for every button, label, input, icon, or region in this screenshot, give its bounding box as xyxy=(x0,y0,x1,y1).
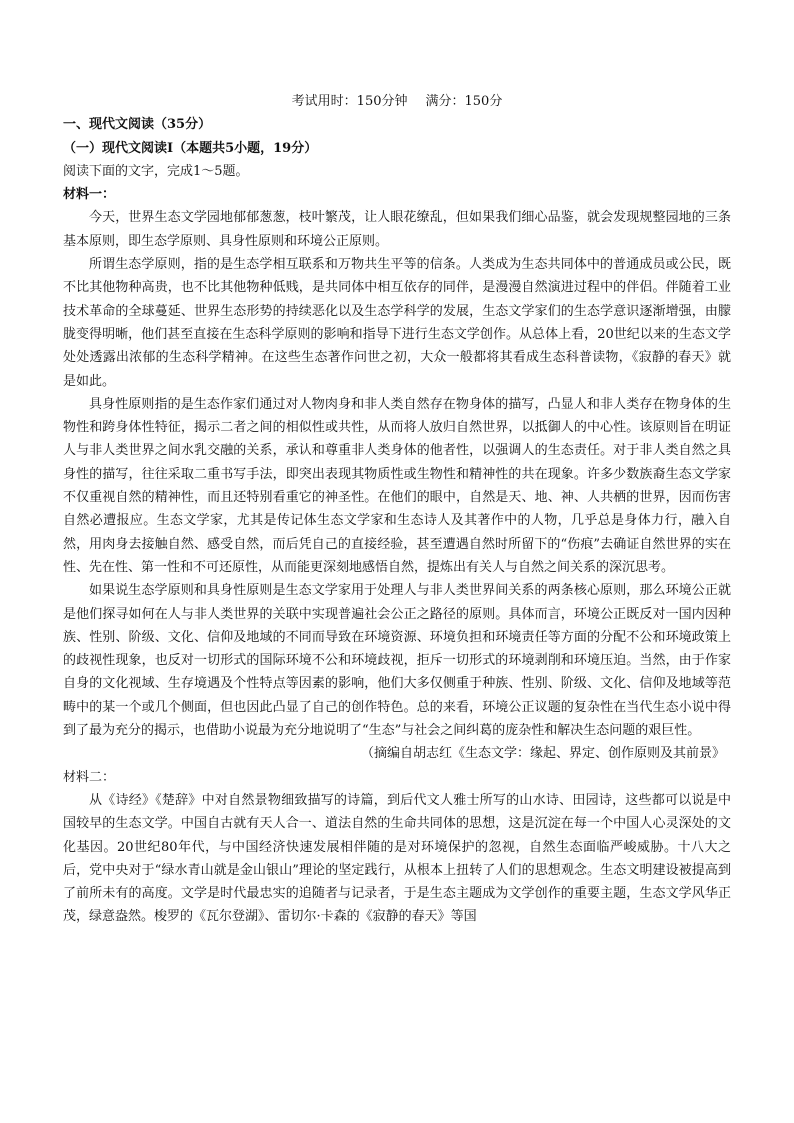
material-one-paragraph: 具身性原则指的是生态作家们通过对人物肉身和非人类自然存在物身体的描写，凸显人和非人类存在物身体的生物性和跨身体性特征，揭示二者之间的相似性或共性，从而将人放归自然世界，以抵御人的中心性。该原则旨在明证人与非人类世界之间水乳交融的关系，承认和尊重非人类身体的他者性，以强调人的生态责任。对于非人类自然之具身性的描写，往往采取二重书写手法，即突出表现其物质性或生物性和精神性的共在现象。许多少数族裔生态文学家不仅重视自然的精神性，而且还特别看重它的神圣性。在他们的眼中，自然是天、地、神、人共栖的世界，因而伤害自然必遭报应。生态文学家，尤其是传记体生态文学家和生态诗人及其著作中的人物，几乎总是身体力行，融入自然，用肉身去接触自然、感受自然，而后凭自己的直接经验，甚至遭遇自然时所留下的“伤痕”去确证自然世界的实在性、先在性、第一性和不可还原性，从而能更深刻地感悟自然，提炼出有关人与自然之间关系的深沉思考。 xyxy=(63,396,731,575)
material-two-label: 材料二： xyxy=(63,769,116,785)
material-one-label: 材料一： xyxy=(63,187,116,203)
section-title: 一、现代文阅读（35分） xyxy=(63,117,212,133)
section-subtitle: （一）现代文阅读Ⅰ（本题共5小题，19分） xyxy=(63,140,318,156)
material-one-paragraph: 今天，世界生态文学园地郁郁葱葱，枝叶繁茂，让人眼花缭乱，但如果我们细心品鉴，就会发现规整园地的三条基本原则，即生态学原则、具身性原则和环境公正原则。 xyxy=(63,210,731,249)
material-two-paragraph: 从《诗经》《楚辞》中对自然景物细致描写的诗篇，到后代文人雅士所写的山水诗、田园诗，这些都可以说是中国较早的生态文学。中国自古就有天人合一、道法自然的生命共同体的思想，这是沉淀在每一个中国人心灵深处的文化基因。20世纪80年代，与中国经济快速发展相伴随的是对环境保护的忽视，自然生态面临严峻威胁。十八大之后，党中央对于“绿水青山就是金山银山”理论的坚定践行，从根本上扭转了人们的思想观念。生态文明建设被提高到了前所未有的高度。文学是时代最忠实的追随者与记录者，于是生态主题成为文学创作的重要主题，生态文学风华正茂，绿意盎然。梭罗的《瓦尔登湖》、雷切尔·卡森的《寂静的春天》等国 xyxy=(63,792,731,925)
exam-header xyxy=(63,90,731,113)
document-page xyxy=(63,90,731,929)
exam-score: 满分：150分 xyxy=(425,94,503,109)
material-one-paragraph: 如果说生态学原则和具身性原则是生态文学家用于处理人与非人类世界间关系的两条核心原则，那么环境公正就是他们探寻如何在人与非人类世界的关联中实现普遍社会公正之路径的原则。具体而言，环境公正既反对一国内因种族、性别、阶级、文化、信仰及地域的不同而导致在环境资源、环境负担和环境责任等方面的分配不公和环境政策上的歧视性现象，也反对一切形式的国际环境不公和环境歧视，拒斥一切形式的环境剥削和环境压迫。当然，由于作家自身的文化视域、生存境遇及个性特点等因素的影响，他们大多仅侧重于种族、性别、阶级、文化、信仰及地域等范畴中的某一个或几个侧面，但也因此凸显了自己的创作特色。总的来看，环境公正议题的复杂性在当代生态小说中得到了最为充分的揭示，也借助小说最为充分地说明了“生态”与社会之间纠葛的庞杂性和解决生态问题的艰巨性。 xyxy=(63,583,731,739)
material-one-paragraph: 所谓生态学原则，指的是生态学相互联系和万物共生平等的信条。人类成为生态共同体中的普通成员或公民，既不比其他物种高贵，也不比其他物种低贱，是共同体中相互依存的同伴，是漫漫自然演进过程中的伴侣。伴随着工业技术革命的全球蔓延、世界生态形势的持续恶化以及生态学科学的发展，生态文学家们的生态学意识逐渐增强，由朦胧变得明晰，他们甚至直接在生态科学原则的影响和指导下进行生态文学创作。从总体上看，20世纪以来的生态文学处处透露出浓郁的生态科学精神。在这些生态著作问世之初，大众一般都将其看成生态科普读物，《寂静的春天》就是如此。 xyxy=(63,257,731,389)
reading-instruction: 阅读下面的文字，完成1～5题。 xyxy=(63,163,249,179)
exam-time: 考试用时：150分钟 xyxy=(291,94,408,109)
material-one-source: （摘编自胡志红《生态文学：缘起、界定、创作原则及其前景》 xyxy=(360,746,725,762)
